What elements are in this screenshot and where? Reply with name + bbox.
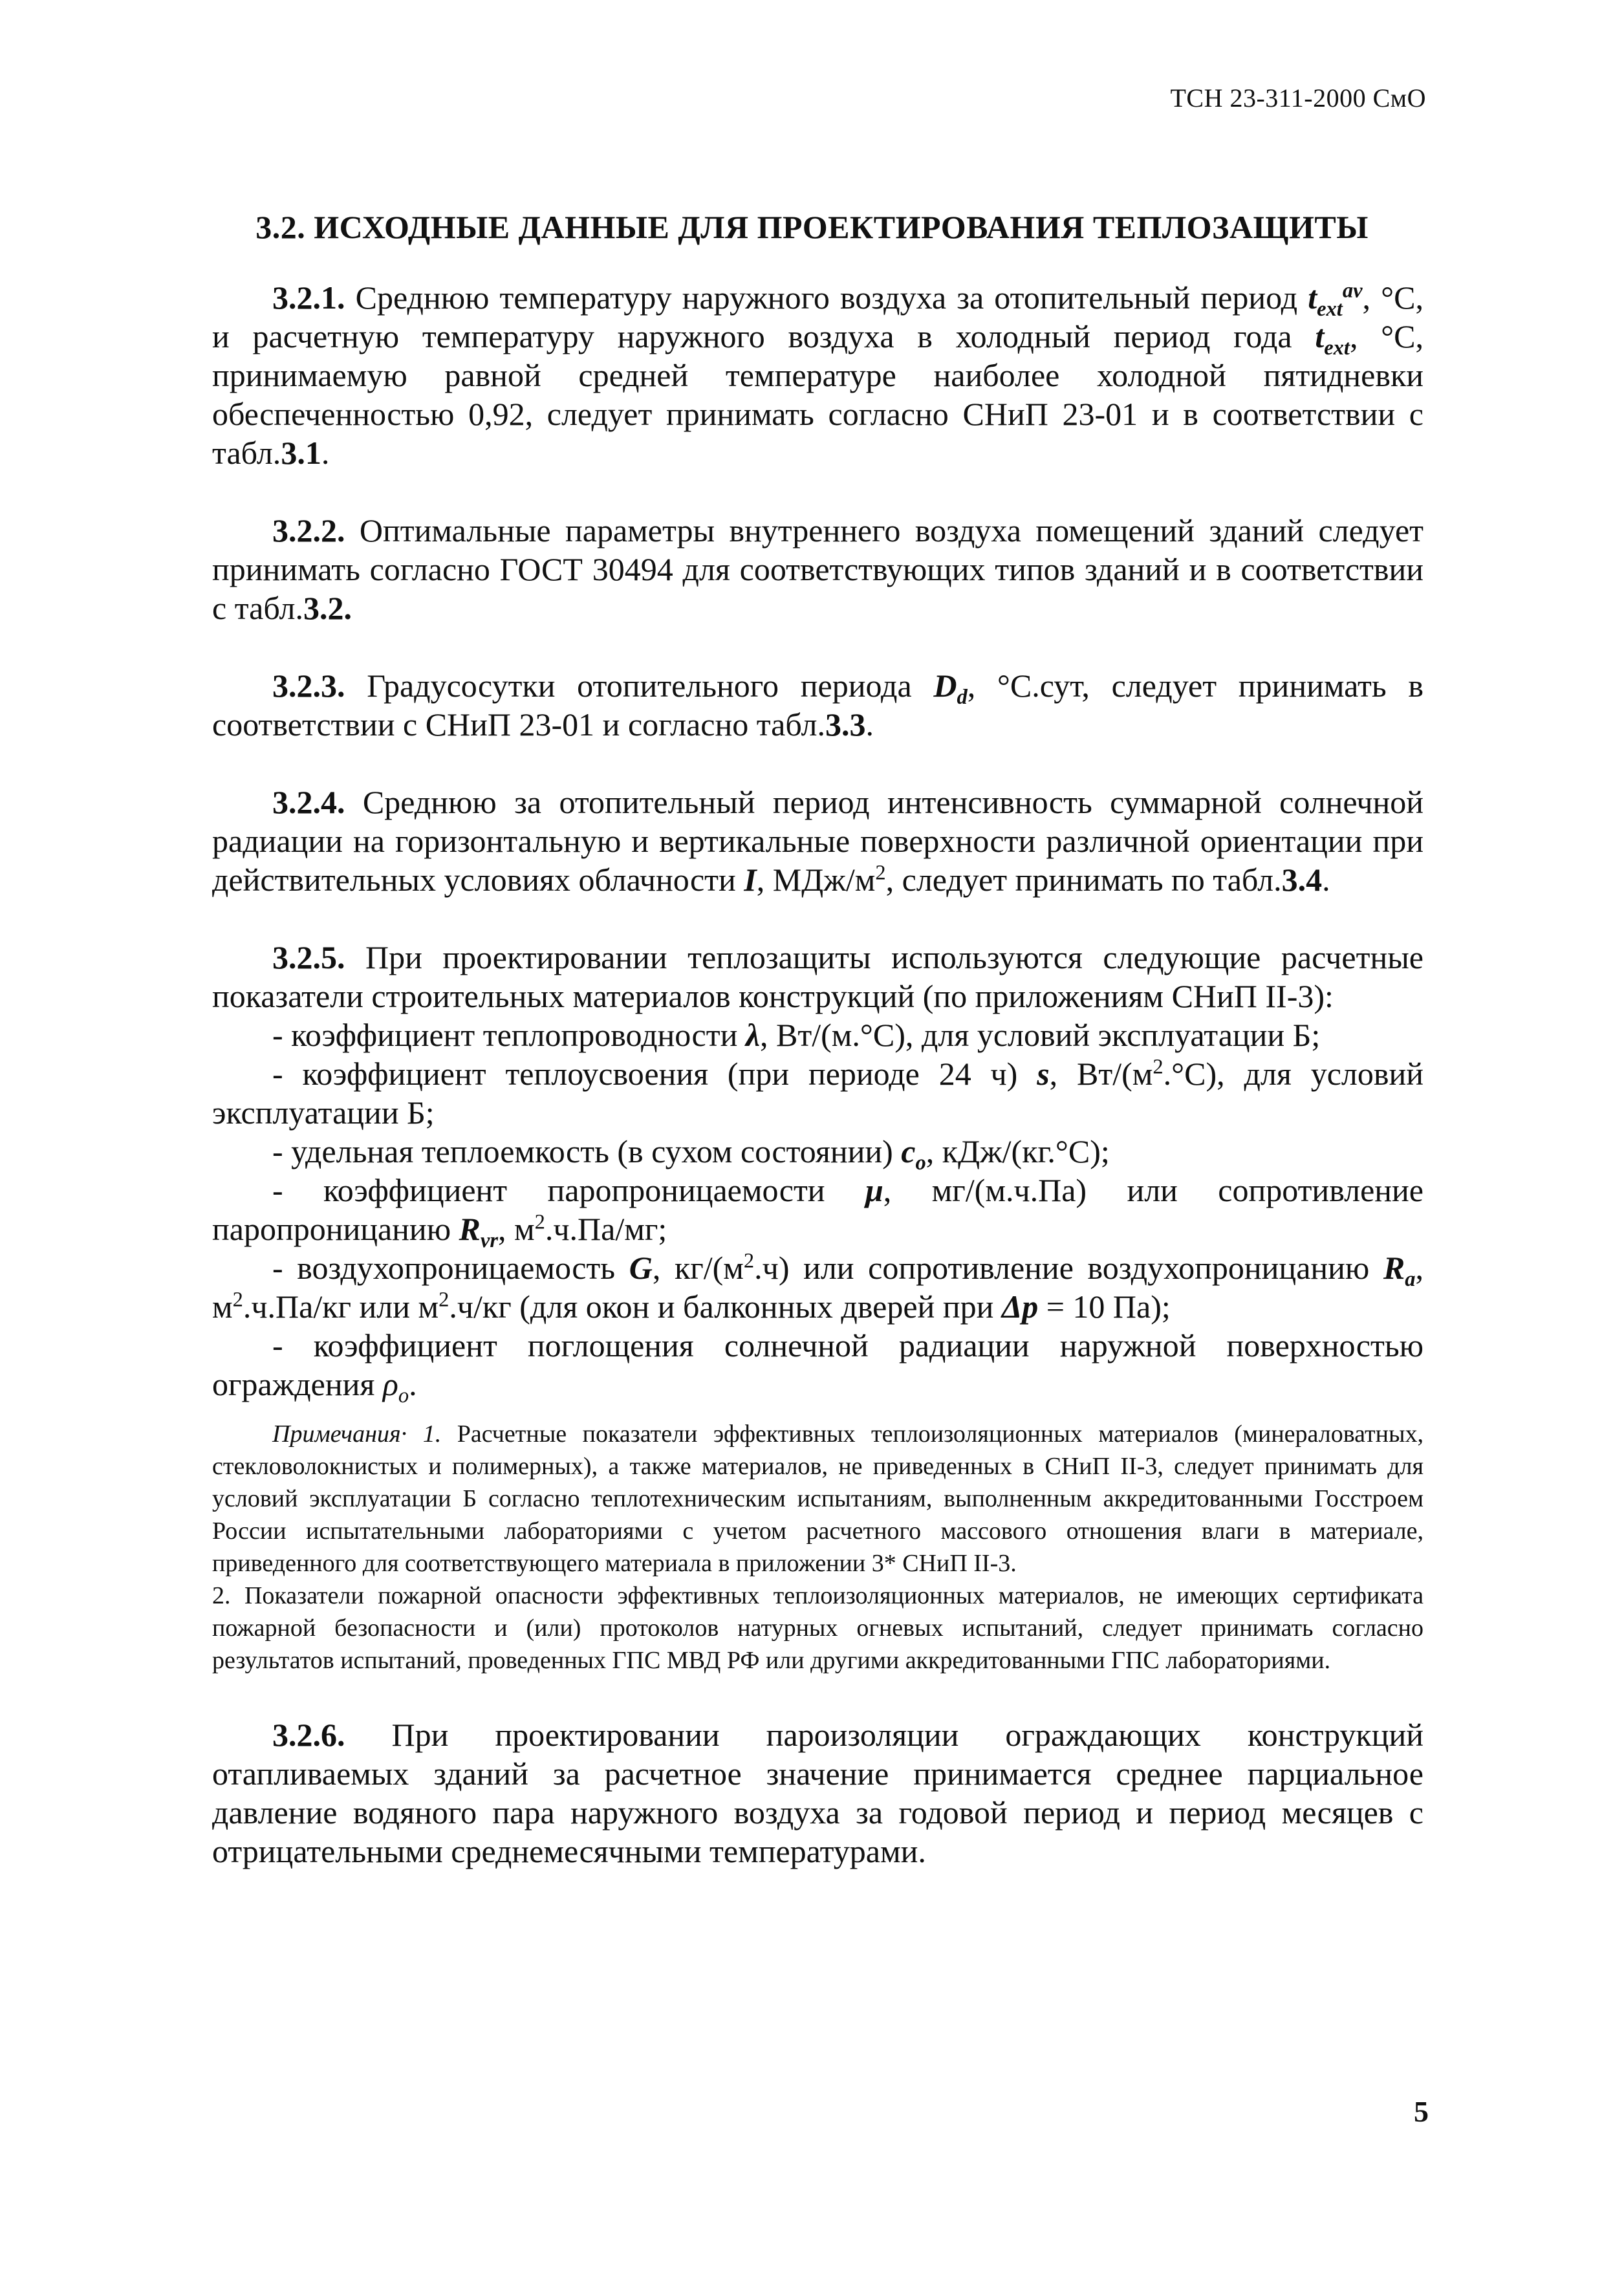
paragraph-text: Среднюю температуру наружного воздуха за отопительный период [345,279,1308,316]
paragraph-text: Градусосутки отопительного периода [345,668,934,704]
table-reference: 3.3 [825,706,866,743]
paragraph-text: При проектировании теплозащиты используются следующие расчетные показатели строительных материалов конструкций (по приложениям СНиП II-3): [212,939,1424,1014]
table-reference: 3.1 [281,435,321,471]
paragraph-text: , °С, принимаемую равной средней температуре наиболее холодной пятидневки обеспеченностью 0,92, следует принимать согласно СНиП 23-01 и в соответствии с табл. [212,318,1424,471]
paragraph-text: Среднюю за отопительный период интенсивность суммарной солнечной радиации на горизонтальную и вертикальные поверхности различной ориентации при действительных условиях облачности [212,784,1424,898]
document-code-header: ТСН 23-311-2000 СмО [1170,83,1426,113]
list-item: - воздухопроницаемость G, $кг/(м^2.ч)$ или сопротивление воздухопроницанию $R_a$, $м^2.ч.Па/кг$ или $м^2.ч/кг$ (для окон и балконных дверей при Δp = 10 Па); [212,1249,1424,1325]
paragraph-number: 3.2.2. [272,512,345,549]
list-item: - удельная теплоемкость (в сухом состоянии) $c_o$, кДж/(кг.°С); [272,1133,1110,1175]
list-item: - коэффициент поглощения солнечной радиации наружной поверхностью ограждения $\rho_o$. [212,1327,1424,1407]
section-title: 3.2. ИСХОДНЫЕ ДАННЫЕ ДЛЯ ПРОЕКТИРОВАНИЯ ТЕПЛОЗАЩИТЫ [255,209,1369,245]
paragraph-number: 3.2.4. [272,784,345,820]
notes-label: Примечания· 1. [272,1420,442,1448]
paragraph-3-2-2 [212,511,1424,627]
list-item: - коэффициент теплопроводности λ, Вт/(м.°С), для условий эксплуатации Б; [272,1017,1321,1053]
document-body [212,278,1424,1871]
paragraph-text: , °С, и расчетную температуру наружного воздуха в холодный период года [212,279,1424,354]
paragraph-3-2-4: 3.2.4. Среднюю за отопительный период интенсивность суммарной солнечной радиации на горизонтальную и вертикальные поверхности различной ориентации при действительных условиях облачности I, МДж/$м^2$, следует принимать по табл.3.4. [212,784,1424,898]
paragraph-3-2-1: 3.2.1. Среднюю температуру наружного воздуха за отопительный период $t_{ext}^{av}$, °С, и расчетную температуру наружного воздуха в холодный период года $t_{ext}$, °С, принимаемую равной средней температуре наиболее холодной пятидневки обеспеченностью 0,92, следует принимать согласно СНиП 23-01 и в соответствии с табл.3.1. [212,279,1424,471]
paragraph-3-2-3: 3.2.3. Градусосутки отопительного периода $D_d$, °С.сут, следует принимать в соответствии с СНиП 23-01 и согласно табл.3.3. [212,668,1424,743]
paragraph-number: 3.2.6. [272,1717,345,1753]
list-item: - коэффициент паропроницаемости μ, мг/(м.ч.Па) или сопротивление паропроницанию $R_{vr}$, $м^2.ч.Па/мг$; [212,1172,1424,1252]
paragraph-number: 3.2.5. [272,939,345,975]
paragraph-text: Оптимальные параметры внутреннего воздуха помещений зданий следует принимать согласно ГОСТ 30494 для соответствующих типов зданий и в соответствии с табл. [212,512,1424,626]
paragraph-3-2-6 [212,1715,1424,1871]
table-reference: 3.4 [1281,862,1323,898]
variable-d-d: $D_d$ [933,668,968,709]
list-item: - коэффициент теплоусвоения (при периоде 24 ч) s, $Вт/(м^2.^\circ С)$, для условий эксплуатации Б; [212,1055,1424,1131]
paragraph-text: При проектировании пароизоляции ограждающих конструкций отапливаемых зданий за расчетное значение принимается среднее парциальное давление водяного пара наружного воздуха за годовой период и период месяцев с отрицательными среднемесячными температурами. [212,1717,1424,1869]
table-reference: 3.2. [303,590,352,626]
variable-t-ext: $t_{ext}$ [1315,318,1350,360]
note-1: Примечания· 1. Расчетные показатели эффективных теплоизоляционных материалов (минераловатных, стекловолокнистых и полимерных), а также материалов, не приведенных в СНиП II-3, следует принимать для условий эксплуатации Б согласно теплотехническим испытаниям, выполненным аккредитованными Госстроем России испытательными лабораториями с учетом расчетного массового отношения влаги в материале, приведенного для соответствующего материала в приложении 3* СНиП II-3. [212,1420,1424,1577]
paragraph-text: , °С.сут, следует принимать в соответствии с СНиП 23-01 и согласно табл. [212,668,1424,743]
paragraph-3-2-5 [212,938,1424,1016]
note-2: 2. Показатели пожарной опасности эффективных теплоизоляционных материалов, не имеющих сертификата пожарной безопасности и (или) протоколов натурных огневых испытаний, следует принимать согласно результатов испытаний, проведенных ГПС МВД РФ или другими аккредитованными ГПС лабораториями. [212,1582,1424,1674]
page-number: 5 [1414,2095,1429,2128]
paragraph-number: 3.2.1. [272,279,345,316]
variable-i: I [744,862,757,898]
variable-t-ext-av: $t_{ext}^{av}$ [1308,279,1363,321]
paragraph-number: 3.2.3. [272,668,345,704]
